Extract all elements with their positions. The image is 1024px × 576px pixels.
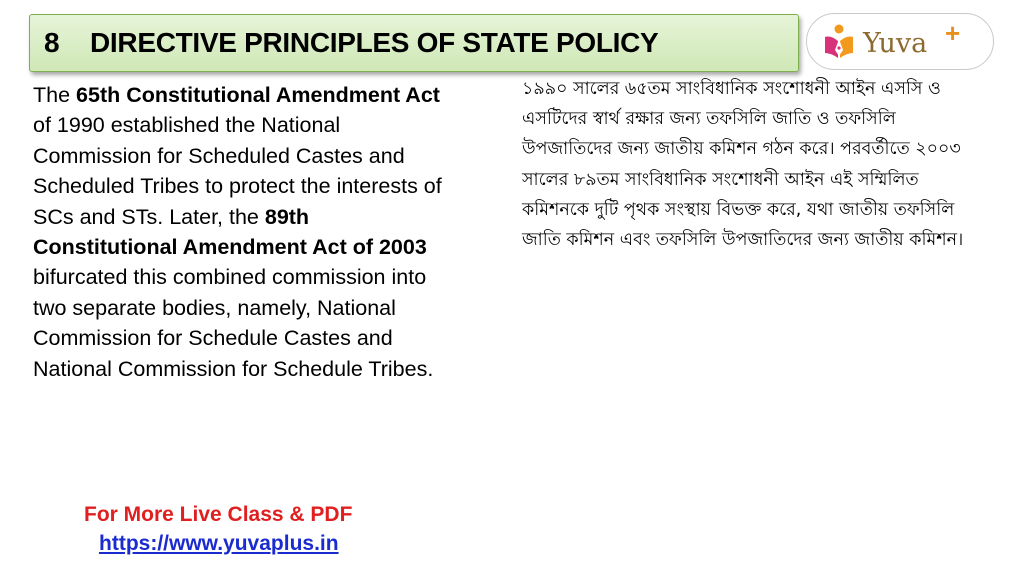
bengali-line: এসটিদের স্বার্থ রক্ষার জন্য তফসিলি জাতি ও তফসিলি	[522, 109, 896, 130]
slide-number: 8	[44, 27, 60, 58]
english-text: Scheduled Tribes to protect the interests of	[33, 174, 442, 199]
english-text: The	[33, 83, 77, 107]
english-text: of 1990 established the National	[33, 113, 341, 138]
bengali-line: জাতি কমিশন এবং তফসিলি উপজাতিদের জন্য জাতীয় কমিশন।	[522, 230, 964, 251]
english-bold-text: Constitutional Amendment Act of 2003	[33, 235, 427, 260]
slide-title-banner	[29, 14, 799, 72]
english-line	[33, 141, 523, 171]
english-line	[33, 202, 523, 232]
english-line	[33, 323, 523, 353]
english-text: Commission for Scheduled Castes and	[33, 143, 405, 168]
slide-title: DIRECTIVE PRINCIPLES OF STATE POLICY	[90, 27, 659, 58]
english-bold-text: 89th	[264, 204, 310, 229]
bengali-line: ১৯৯০ সালের ৬৫তম সাংবিধানিক সংশোধনী আইন এসসি ও	[522, 79, 941, 99]
english-line	[33, 354, 523, 384]
english-text: Commission for Schedule Castes and	[33, 326, 393, 351]
bengali-line: সালের ৮৯তম সাংবিধানিক সংশোধনী আইন এই সম্মিলিত	[522, 169, 919, 190]
english-paragraph	[33, 80, 523, 384]
promo-text: For More Live Class & PDF	[84, 503, 353, 526]
english-line	[33, 293, 523, 323]
logo-wordmark: Yuva	[863, 28, 928, 59]
english-text: two separate bodies, namely, National	[33, 295, 396, 320]
english-line	[33, 262, 523, 292]
english-bold-text: 65th Constitutional Amendment Act	[76, 83, 440, 107]
yuva-plus-logo[interactable]	[806, 13, 994, 70]
bengali-line: কমিশনকে দুটি পৃথক সংস্থায় বিভক্ত করে, যথা জাতীয় তফসিলি	[522, 199, 955, 220]
english-line	[33, 232, 523, 262]
pen-nib-person-icon	[821, 23, 857, 61]
website-link[interactable]: https://www.yuvaplus.in	[99, 532, 339, 555]
bengali-paragraph	[522, 74, 1017, 255]
english-text: SCs and STs. Later, the	[33, 204, 265, 229]
english-line	[33, 80, 523, 110]
bengali-line: উপজাতিদের জন্য জাতীয় কমিশন গঠন করে। পরবর্তীতে ২০০৩	[522, 139, 961, 160]
english-text: National Commission for Schedule Tribes.	[33, 356, 434, 381]
english-line	[33, 171, 523, 201]
logo-plus-mark: +	[945, 18, 961, 48]
english-text: bifurcated this combined commission into	[33, 265, 427, 290]
english-line	[33, 110, 523, 140]
